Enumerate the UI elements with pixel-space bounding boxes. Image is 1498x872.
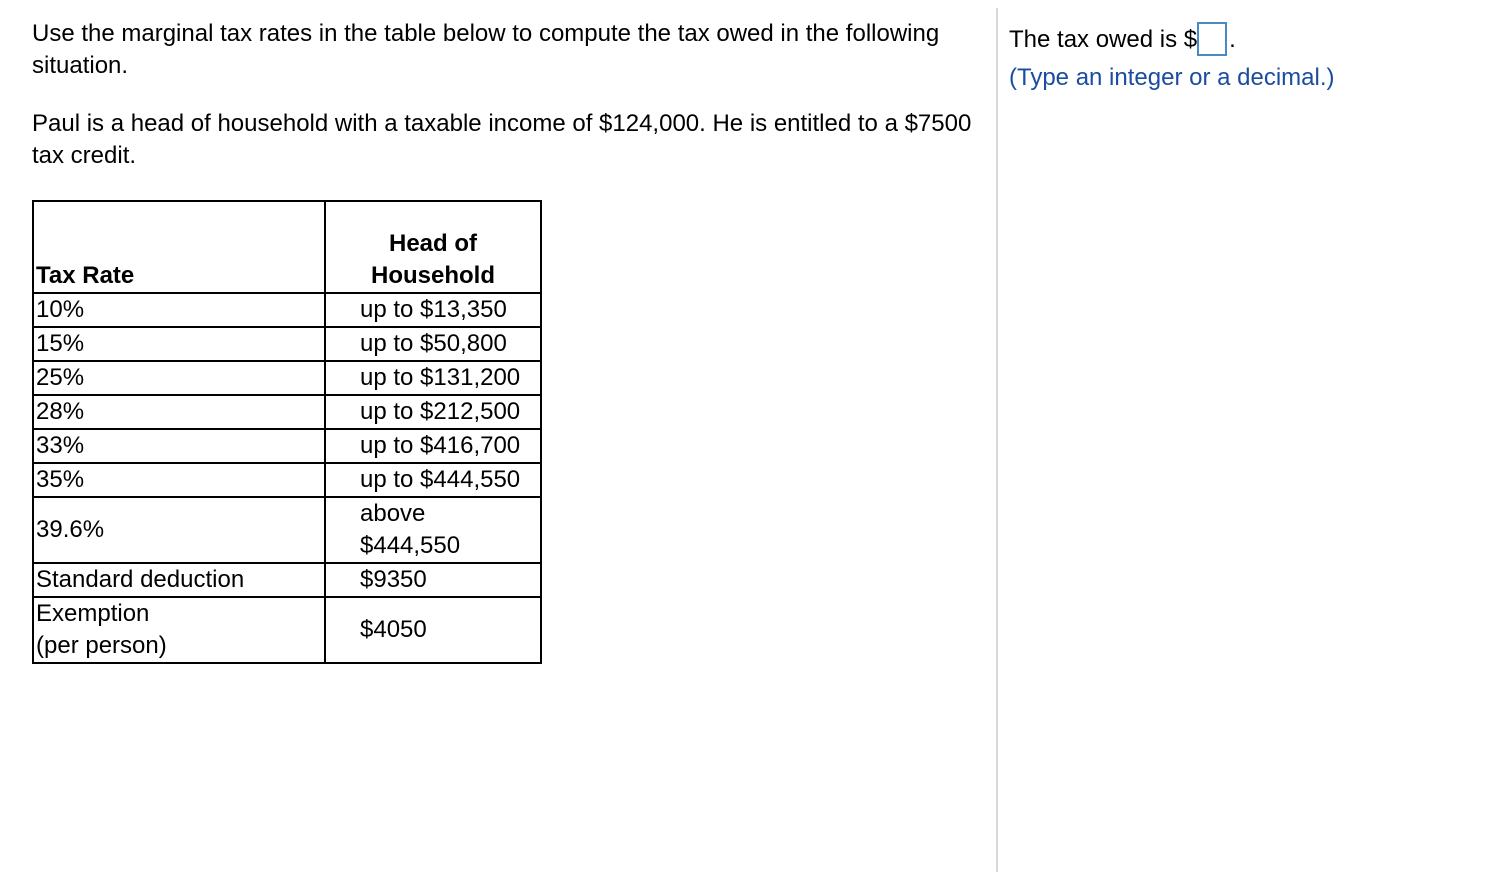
exemption-row bbox=[33, 597, 541, 663]
exemption-label bbox=[33, 597, 325, 663]
table-row bbox=[33, 361, 541, 395]
table-row bbox=[33, 327, 541, 361]
answer-input[interactable] bbox=[1197, 22, 1227, 56]
rate-cell: 39.6% bbox=[33, 497, 325, 563]
pane-divider bbox=[996, 8, 998, 872]
answer-line bbox=[1009, 24, 1489, 56]
bracket-cell: up to $131,200 bbox=[325, 361, 541, 395]
bracket-cell: up to $13,350 bbox=[325, 293, 541, 327]
bracket-cell: up to $416,700 bbox=[325, 429, 541, 463]
table-header-row bbox=[33, 201, 541, 293]
table-row bbox=[33, 463, 541, 497]
answer-hint: (Type an integer or a decimal.) bbox=[1009, 64, 1335, 91]
answer-pane bbox=[1009, 24, 1489, 94]
question-pane bbox=[32, 18, 982, 172]
exemption-label-line1: Exemption bbox=[36, 600, 150, 627]
bracket-cell: up to $444,550 bbox=[325, 463, 541, 497]
table-row bbox=[33, 395, 541, 429]
answer-suffix: . bbox=[1229, 26, 1236, 53]
rate-cell: 28% bbox=[33, 395, 325, 429]
question-instruction: Use the marginal tax rates in the table below to compute the tax owed in the following situation. bbox=[32, 20, 940, 79]
exemption-label-line2: (per person) bbox=[36, 632, 167, 659]
bracket-cell: up to $50,800 bbox=[325, 327, 541, 361]
standard-deduction-label: Standard deduction bbox=[33, 563, 325, 597]
table-row bbox=[33, 293, 541, 327]
standard-deduction-row bbox=[33, 563, 541, 597]
header-hoh-line2: Household bbox=[371, 262, 495, 289]
rate-cell: 33% bbox=[33, 429, 325, 463]
question-scenario: Paul is a head of household with a taxable income of $124,000. He is entitled to a $7500 tax credit. bbox=[32, 110, 972, 169]
table-row bbox=[33, 497, 541, 563]
rate-cell: 25% bbox=[33, 361, 325, 395]
header-hoh-line1: Head of bbox=[388, 230, 477, 257]
bracket-cell: up to $212,500 bbox=[325, 395, 541, 429]
standard-deduction-value: $9350 bbox=[325, 563, 541, 597]
bracket-line1: above bbox=[360, 500, 426, 527]
header-head-of-household bbox=[325, 201, 541, 293]
tax-rate-table bbox=[32, 200, 542, 664]
bracket-line2: $444,550 bbox=[360, 532, 461, 559]
rate-cell: 10% bbox=[33, 293, 325, 327]
exemption-value: $4050 bbox=[325, 597, 541, 663]
answer-prefix: The tax owed is $ bbox=[1009, 26, 1198, 53]
rate-cell: 15% bbox=[33, 327, 325, 361]
rate-cell: 35% bbox=[33, 463, 325, 497]
header-tax-rate: Tax Rate bbox=[33, 201, 325, 293]
bracket-cell bbox=[325, 497, 541, 563]
table-row bbox=[33, 429, 541, 463]
